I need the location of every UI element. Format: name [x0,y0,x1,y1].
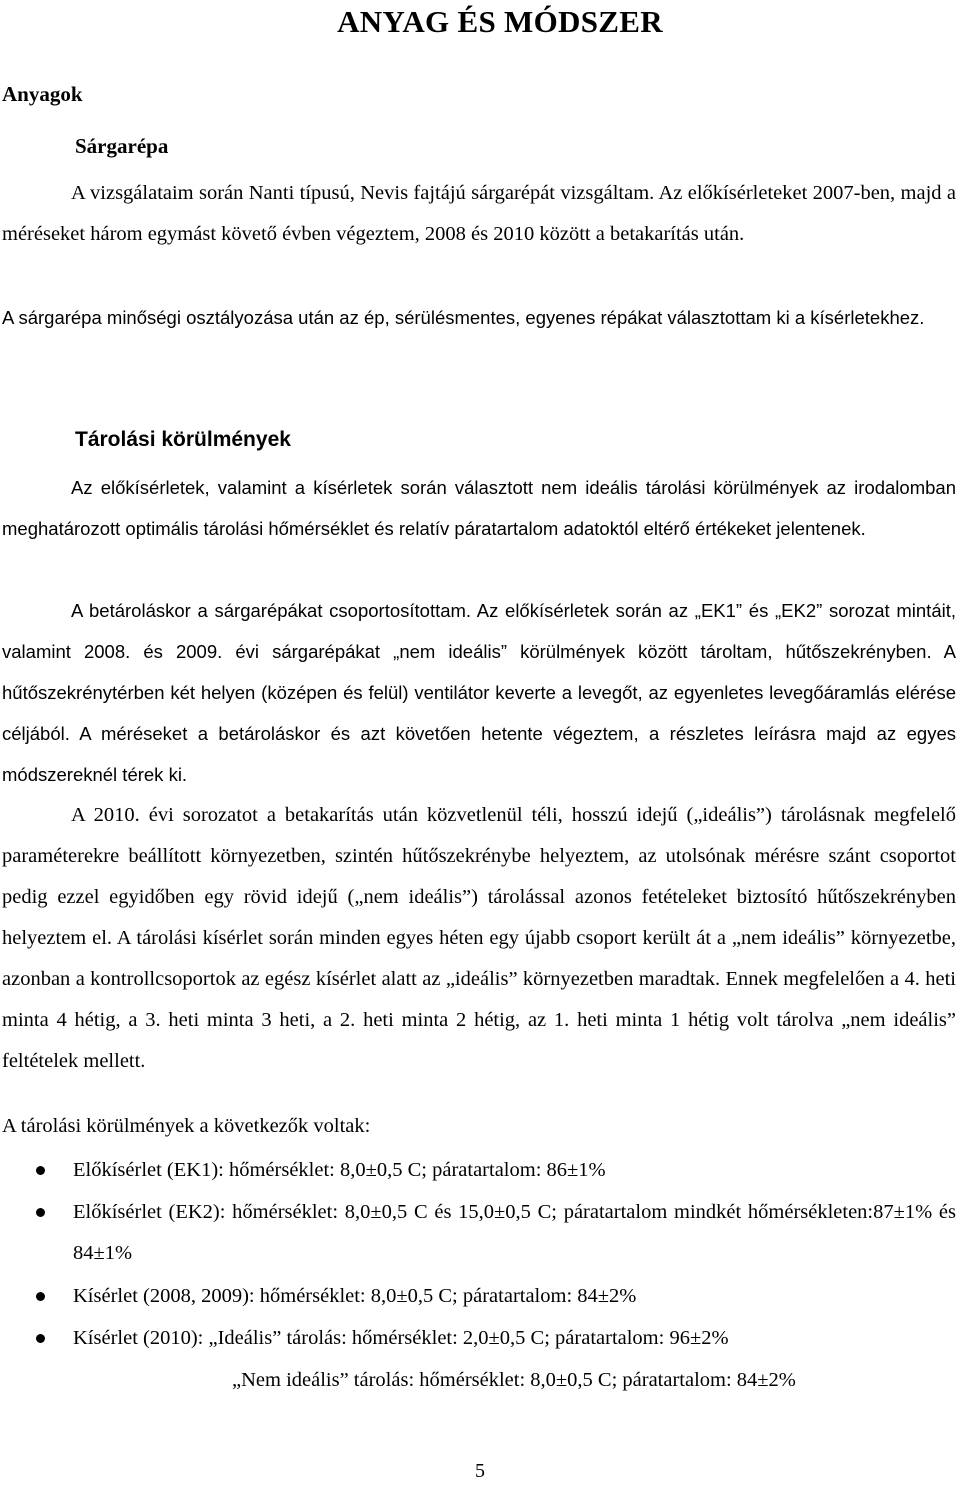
section-heading-materials: Anyagok [2,82,83,106]
paragraph-storage-3-text: A 2010. évi sorozatot a betakarítás után közvetlenül téli, hosszú idejű („ideális”) tárolásnak megfelelő paraméterekre beállított környezetben, szintén hűtőszekrénybe helyeztem, az utolsónak mérésre szánt csoportot pedig ezzel egyidőben egy rövid idejű („nem ideális”) tárolással azonos fetételeket biztosító hűtőszekrényben helyeztem el. A tárolási kísérlet során minden egyes héten egy újabb csoport került át a „nem ideális” környezetbe, azonban a kontrollcsoportok az egész kísérlet alatt az „ideális” környezetben maradtak. Ennek megfelelően a 4. heti minta 4 hétig, a 3. heti minta 3 heti, a 2. heti minta 2 hétig, az 1. heti minta 1 hétig volt tárolva „nem ideális” feltételek mellett. [2,804,956,1072]
subheading-carrot: Sárgarépa [75,134,169,158]
page-title: ANYAG ÉS MÓDSZER [337,4,663,39]
paragraph-storage-3 [2,795,956,1082]
paragraph-carrot-1 [2,173,956,255]
paragraph-storage-2 [2,590,956,795]
paragraph-storage-2-text: A betároláskor a sárgarépákat csoportosítottam. Az előkísérletek során az „EK1” és „EK2” sorozat mintáit, valamint 2008. és 2009. évi sárgarépákat „nem ideális” körülmények között tároltam, hűtőszekrényben. A hűtőszekrénytérben két helyen (középen és felül) ventilátor keverte a levegőt, az egyenletes levegőáramlás elérése céljából. A méréseket a betároláskor és azt követően hetente végeztem, a részletes leírásra majd az egyes módszereknél térek ki. [2,600,956,785]
conditions-intro: A tárolási körülmények a következők voltak: [2,1115,371,1137]
bullet-dot-icon [36,1208,45,1217]
page-number: 5 [475,1460,485,1482]
list-item: Kísérlet (2010): „Ideális” tárolás: hőmérséklet: 2,0±0,5 C; páratartalom: 96±2% [73,1327,729,1349]
paragraph-storage-1 [2,467,956,549]
subheading-storage: Tárolási körülmények [75,428,291,451]
bullet-dot-icon [36,1292,45,1301]
list-item: Kísérlet (2008, 2009): hőmérséklet: 8,0±0,5 C; páratartalom: 84±2% [73,1285,637,1307]
list-item-continuation: „Nem ideális” tárolás: hőmérséklet: 8,0±0,5 C; páratartalom: 84±2% [232,1369,796,1391]
list-item: Előkísérlet (EK1): hőmérséklet: 8,0±0,5 C; páratartalom: 86±1% [73,1159,606,1181]
bullet-dot-icon [36,1166,45,1175]
paragraph-carrot-2: A sárgarépa minőségi osztályozása után az ép, sérülésmentes, egyenes répákat választottam ki a kísérletekhez. [2,307,925,328]
paragraph-storage-1-text: Az előkísérletek, valamint a kísérletek során választott nem ideális tárolási körülmények az irodalomban meghatározott optimális tárolási hőmérséklet és relatív páratartalom adatoktól eltérő értékeket jelentenek. [2,477,956,539]
paragraph-carrot-1-text: A vizsgálataim során Nanti típusú, Nevis fajtájú sárgarépát vizsgáltam. Az előkísérleteket 2007-ben, majd a méréseket három egymást követő évben végeztem, 2008 és 2010 között a betakarítás után. [2,182,956,245]
bullet-dot-icon [36,1334,45,1343]
list-item: Előkísérlet (EK2): hőmérséklet: 8,0±0,5 C és 15,0±0,5 C; páratartalom mindkét hőmérsékleten:87±1% és 84±1% [73,1201,956,1264]
